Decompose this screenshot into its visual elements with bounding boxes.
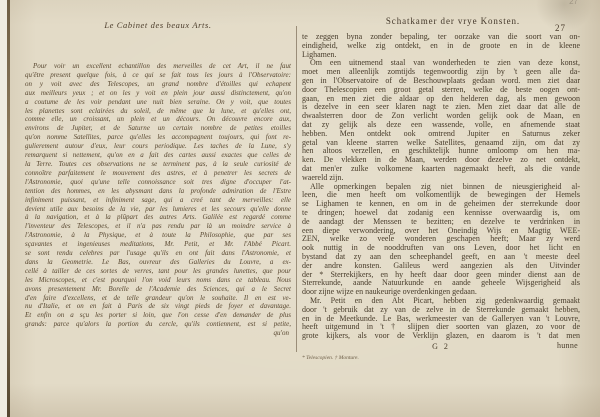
page-number: 27 [555, 23, 566, 33]
column-divider [296, 26, 297, 352]
text-line: l'Astronomie, à la Physique, et à toute la Philosophie, que par ses [25, 231, 291, 240]
text-line: Pour voir un excellent echantillon des merveilles de cet Art, il ne faut [33, 62, 291, 70]
text-line: Alle opmerkingen bepalen zig niet binnen de nieusgierigheid al- [310, 181, 580, 191]
text-line: getal van kleene starren welke Satellites, genaamd zijn, om dat zy [302, 137, 580, 147]
text-line: l'Astronomie, quoi qu'une telle connoissance soit tres digne d'occuper l'at- [25, 177, 291, 186]
text-line: ken. De vlekken in de Maan, werden door dezelve zo net ontdekt, [302, 155, 580, 165]
text-line: nu d'Italie, et on en fait à Paris de six vingt pieds de foyer et davantage. [25, 302, 291, 311]
text-line: een diepe verwondering, over het Oneindig Wijs en Magtig WEE- [302, 225, 580, 235]
right-running-title: Schatkamer der vrye Konsten. [385, 16, 521, 26]
right-catchword: hunne [556, 340, 578, 350]
footnote: * Telescopien. † Monture. [302, 354, 359, 361]
page-edge-strip [0, 0, 7, 417]
text-line: comme elle, un croissant, un plein et un décours. On découvre encore aux, [25, 115, 291, 124]
text-line: dwaalsterren door de Zon verlicht worden gelijk ook de Maan, en [302, 111, 580, 121]
text-line: door 't gebruik dat zy van de zelve in de Sterrekunde gemaakt hebben, [302, 304, 580, 314]
text-line: Om een uitnemend staal van wonderheden te zien van deze konst, [310, 58, 580, 68]
text-line: door zijne wijze en naukeurige overdenkingen gedaan. [302, 287, 477, 297]
text-line: on y voit avec des Telescopes, un grand nombre d'étoilles qui echapent [25, 79, 291, 88]
left-running-title: Le Cabinet des beaux Arts. [104, 20, 212, 30]
text-line: waereld zijn. [302, 172, 344, 182]
text-line: connoître parfaitement le mouvement des astres, et à penetrer les secrets de [25, 168, 291, 177]
text-line: ook nuttig in de nooddruften van ons Leven, door het licht en [302, 243, 580, 253]
text-line: door Thelescopien een groot getal sterren, welke de beste oogen ont- [302, 84, 580, 94]
text-line: moet men alleenlijk zomtijds tegenwoordig zijn by 't geen alle da- [302, 67, 580, 77]
text-line: gen in l'Observatoire of de Beschouwplaats gedaan word. men ziet daar [302, 75, 580, 85]
text-line: te dringen; hoewel dat zodanig een kennisse overwaardig is, om [302, 207, 580, 217]
text-line: remarquent si nettement, qu'on en a fait des cartes aussi exactes que celles de [25, 151, 291, 160]
french-text-block [25, 62, 291, 329]
paragraph [302, 33, 580, 59]
text-line: eindigheid, welke zig ontdekt, en in de groote en in de kleene [302, 40, 580, 50]
text-line: ZEN, welke zo veele wonderen geschapen heeft; Maar zy werd [302, 234, 580, 244]
text-line: de aandagt der Menssen te bezitten; en dezelve te verdrinken in [302, 216, 580, 226]
paragraph [302, 297, 580, 341]
text-line: grote kijkers, als voor de Verklijn glazen, en daarom is 't dat men [302, 331, 580, 341]
corner-annotation: 27 [569, 0, 578, 6]
text-line: avons presentement Mr. Borelle de l'Academie des Sciences, qui a le Secret [25, 284, 291, 293]
paragraph [25, 62, 291, 329]
text-line: les planettes sont eclairées du soleil, de même que la lune, et qu'elles ont, [25, 106, 291, 115]
text-line: hen altoos verzellen, en geschiktelijk hunne omloomp om hen ma- [302, 146, 580, 156]
text-line: l'inventeur des Telescopes, et il n'a pas rendu par là un moindre service à [25, 222, 291, 231]
left-catchword: qu'on [273, 329, 289, 338]
text-line: se Lighamen te kennen, en om in de geheimen der sterrekunde door [302, 199, 580, 209]
text-line: sçavantes et ingenieuses meditations, Mr. Petit, et Mr. l'Abbé Picart. [25, 240, 291, 249]
binding-edge [7, 0, 10, 417]
signature-mark: G 2 [432, 341, 450, 351]
text-line: qu'on nomme Satellites, parce qu'elles les accompagnent toujours, qui font re- [25, 133, 291, 142]
text-line: se sont rendu celebres par l'usage qu'ils en ont fait dans l'Astronomie, et [25, 249, 291, 258]
text-line: la Terre. Toutes ces observations ne se terminent pas, à la seule curiosité de [25, 159, 291, 168]
text-line: environs de Jupiter, et de Saturne un certain nombre de petites etoilles [25, 124, 291, 133]
paragraph [302, 59, 580, 182]
text-line: tention des hommes, en les abysmant dans la profonde admiration de l'Estre [25, 186, 291, 195]
text-line: Et enfin on a sçu les porter si loin, que l'on cesse d'en demander de plus [25, 311, 291, 320]
text-line: der * Sterrekijkers, en hy heeft daar door geen minder dienst aan de [302, 269, 580, 279]
text-line: is dezelve in een seer klaren nagt te zien. Men ziet daar dat alle de [302, 102, 580, 112]
text-line: d'en faire d'excellens, et de telle grandeur qu'on le souhaite. Il en est ve- [25, 293, 291, 302]
text-line: heeft uitgemund in 't † slijpen dier soorten van glazen, zo voor de [302, 322, 580, 332]
paragraph [302, 183, 580, 297]
signature-line [302, 342, 580, 351]
text-line: Sterrekunde, aande Natuurkunde en aande geheele Wijsgerigheid als [302, 278, 580, 288]
text-line: der andre konsten. Galileus werd aangezien als den Uitvinder [302, 260, 580, 270]
text-line: qu'être present quelque fois, à ce qui se fait tous les jours à l'Observatoire: [25, 70, 291, 79]
text-line: cellé à tailler de ces sortes de verres, tant pour les grandes lunettes, que pour [25, 266, 291, 275]
text-line: gaan, en men ziet die aldaar op den helderen dag, als men gewoon [302, 93, 580, 103]
text-line: dat zy gelijk als deze een wassende, volle, en afnemende staat [302, 119, 580, 129]
text-line: à la navigation, et à la plûpart des autres Arts. Galilée est regardé comme [25, 213, 291, 222]
text-line: Mr. Petit en den Abt Picart, hebben zig gedenkwaardig gemaakt [310, 295, 580, 305]
text-line: aux meilleurs yeux ; et on les y voit en plein jour aussi distinctement, qu'on [25, 88, 291, 97]
text-line: devient utile aux besoins de la vie, par les lumieres et les secours qu'elle donne [25, 204, 291, 213]
text-line: leen, die men heeft om volkomentlijk de bewegingen der Hemels [302, 190, 580, 200]
text-line: en in de Meetkunde. Le Bas, werkmeester van de Galleryen van 't Louvre, [302, 313, 580, 323]
dutch-column [302, 16, 580, 361]
text-line: hebben. Men ontdekt ook omtrend Jupiter en Saturnus zeker [302, 128, 580, 138]
french-column [25, 20, 291, 338]
text-line: te zeggen byna zonder bepaling, ter oorzake van die soort van on- [302, 32, 580, 41]
text-line: bystand dat zy aan den scheephandel geeft, en aan 't meeste deel [302, 251, 580, 261]
dutch-text-block [302, 33, 580, 341]
text-line: a coutume de les voir pendant une nuit bien seraine. On y voit, que toutes [25, 97, 291, 106]
text-line: gulierement autour d'eux, leur cours periodique. Les taches de la Lune, s'y [25, 142, 291, 151]
text-line: dat men'er zulke volkomene kaarten nagemaakt heeft, als die vande [302, 163, 580, 173]
text-line: les Microscopes, et c'est pourquoi l'on void leurs noms dans ce tableau. Nous [25, 275, 291, 284]
text-line: grands: parce qu'alors la portion du cercle, qu'ils contiennent, est si petite, [25, 320, 291, 329]
text-line: Lighamen. [302, 49, 337, 59]
text-line: infiniment puissant, et infiniment sage, qui a creé tant de merveilles: elle [25, 195, 291, 204]
text-line: dans la Geometrie. Le Bas, ouvreur des Galleries du Louvre, a ex- [25, 257, 291, 266]
